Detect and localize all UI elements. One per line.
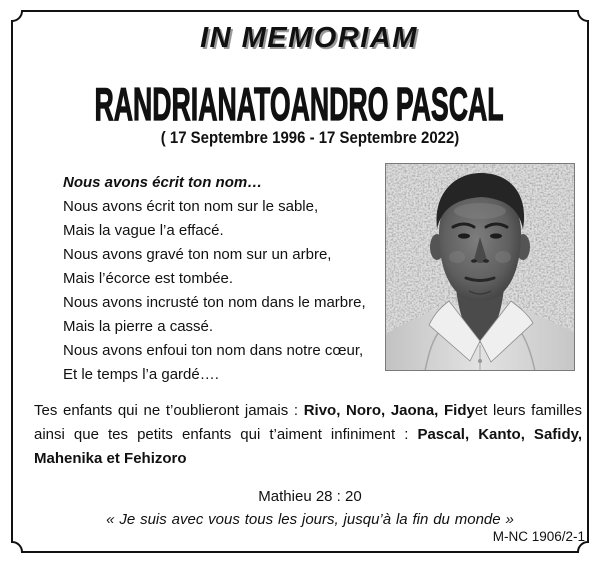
poem-line: Et le temps l’a gardé….	[63, 366, 219, 383]
deceased-name: RANDRIANATOANDRO PASCAL	[94, 78, 504, 130]
poem-line: Mais la vague l’a effacé.	[63, 222, 224, 239]
children-intro: Tes enfants qui ne t’oublieront jamais :	[34, 402, 299, 419]
grandchildren-intro: ainsi que tes petits enfants qui t’aiment infiniment :	[34, 426, 409, 443]
poem-line: Nous avons enfoui ton nom dans notre cœur,	[63, 342, 364, 359]
portrait-photo	[385, 163, 575, 371]
poem	[63, 171, 366, 387]
bible-reference: Mathieu 28 : 20	[258, 488, 362, 505]
poem-line: Nous avons incrusté ton nom dans le marbre,	[63, 294, 366, 311]
family-line	[34, 447, 582, 471]
poem-line: Nous avons gravé ton nom sur un arbre,	[63, 246, 332, 263]
grandchildren-names: Pascal, Kanto, Safidy,	[417, 426, 583, 443]
family-line	[34, 399, 582, 423]
life-dates: ( 17 Septembre 1996 - 17 Septembre 2022)	[160, 128, 460, 147]
notice-heading: IN MEMORIAM	[200, 22, 418, 54]
poem-line: Mais la pierre a cassé.	[63, 318, 214, 335]
family-line	[34, 423, 582, 447]
notice-reference-code: M-NC 1906/2-1	[492, 529, 585, 544]
grandchildren-names: Mahenika et Fehizoro	[34, 450, 187, 467]
bible-quote: « Je suis avec vous tous les jours, jusqu’à la fin du monde »	[106, 511, 514, 528]
children-names: Rivo, Noro, Jaona, Fidy	[303, 402, 475, 419]
poem-line: Nous avons écrit ton nom sur le sable,	[63, 198, 319, 215]
children-outro: et leurs familles	[474, 402, 582, 419]
poem-title: Nous avons écrit ton nom…	[63, 174, 263, 191]
poem-line: Mais l’écorce est tombée.	[63, 270, 234, 287]
family-dedication	[34, 399, 582, 471]
